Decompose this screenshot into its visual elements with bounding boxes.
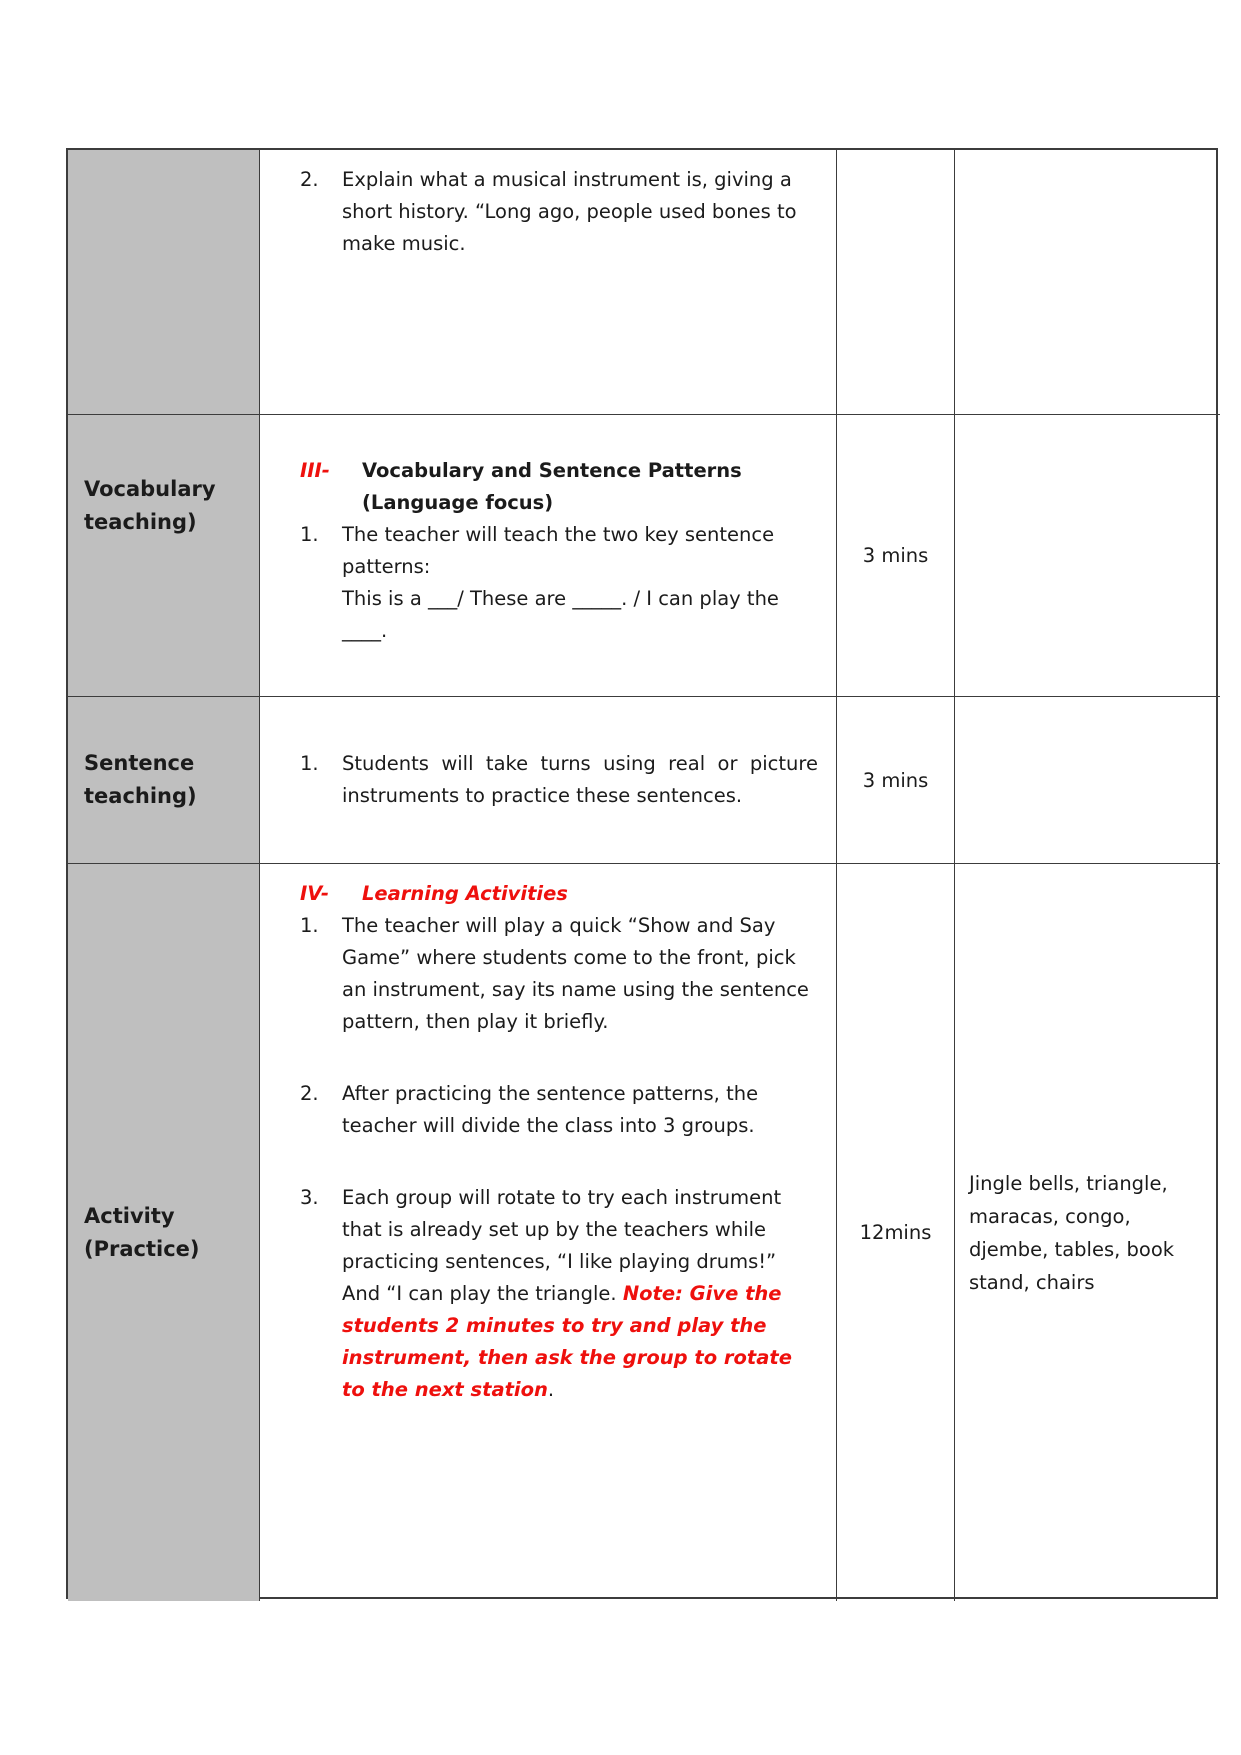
vocabulary-section-cell (260, 415, 837, 697)
item-text-line1: The teacher will teach the two key sentence patterns: (342, 523, 775, 578)
list-item (300, 519, 818, 647)
time-cell-row3 (837, 697, 955, 864)
item-text: Explain what a musical instrument is, giving a short history. “Long ago, people used bones to make music. (342, 168, 797, 255)
section-title (362, 455, 818, 519)
label-cell-vocabulary-teaching (68, 415, 260, 697)
label-cell-sentence-teaching (68, 697, 260, 864)
item-text-line2: This is a ___/ These are _____. / I can play the ____. (342, 587, 779, 642)
row-label: Sentence teaching) (84, 751, 197, 808)
item-text: Students will take turns using real or picture instruments to practice these sentences. (342, 752, 818, 807)
list-item (300, 1078, 818, 1142)
section-heading (300, 455, 818, 519)
item-text (342, 1182, 818, 1406)
section-numeral: IV- (300, 882, 330, 905)
item-text: The teacher will play a quick “Show and Say Game” where students come to the front, pick an instrument, say its name using the sentence pattern, then play it briefly. (342, 914, 809, 1033)
teacher-note-red: Note: Give the students 2 minutes to try and play the instrument, then ask the group to rotate to the next station (342, 1282, 792, 1401)
item-number: 1. (300, 914, 319, 937)
time-cell-row2 (837, 415, 955, 697)
materials-cell-row4 (955, 864, 1220, 1601)
label-cell-activity-practice (68, 864, 260, 1601)
section-title-line2: (Language focus) (362, 491, 554, 514)
list-item (300, 164, 818, 260)
label-cell-empty (68, 150, 260, 415)
warmup-instructions-cell (260, 150, 837, 415)
time-cell-row1 (837, 150, 955, 415)
list-item (300, 910, 818, 1038)
lesson-plan-table (66, 148, 1218, 1599)
item-number: 3. (300, 1186, 319, 1209)
list-item (300, 748, 818, 812)
sentence-practice-cell (260, 697, 837, 864)
learning-activities-cell (260, 864, 837, 1601)
materials-cell-row3 (955, 697, 1220, 864)
row-label: Vocabulary teaching) (84, 477, 216, 534)
time-cell-row4 (837, 864, 955, 1601)
materials-cell-row1 (955, 150, 1220, 415)
item-number: 2. (300, 168, 319, 191)
section-heading (300, 878, 818, 910)
section-title-line1: Vocabulary and Sentence Patterns (362, 459, 742, 482)
item-text-black: Each group will rotate to try each instrument that is already set up by the teachers while practicing sentences, “I like playing drums!” And “I can play the triangle. (342, 1186, 782, 1305)
item-text (342, 519, 818, 647)
time-value: 3 mins (862, 768, 929, 792)
materials-list: Jingle bells, triangle, maracas, congo, djembe, tables, book stand, chairs (969, 1171, 1175, 1294)
time-value: 12mins (859, 1221, 932, 1244)
item-text-period: . (547, 1378, 555, 1401)
item-text: After practicing the sentence patterns, the teacher will divide the class into 3 groups. (342, 1082, 759, 1137)
materials-cell-row2 (955, 415, 1220, 697)
section-title: Learning Activities (362, 882, 568, 905)
item-number: 2. (300, 1082, 319, 1105)
time-value: 3 mins (862, 544, 929, 567)
item-number: 1. (300, 752, 319, 775)
item-number: 1. (300, 523, 319, 546)
row-label: Activity (Practice) (84, 1203, 200, 1261)
list-item (300, 1182, 818, 1406)
section-numeral: III- (300, 459, 330, 482)
